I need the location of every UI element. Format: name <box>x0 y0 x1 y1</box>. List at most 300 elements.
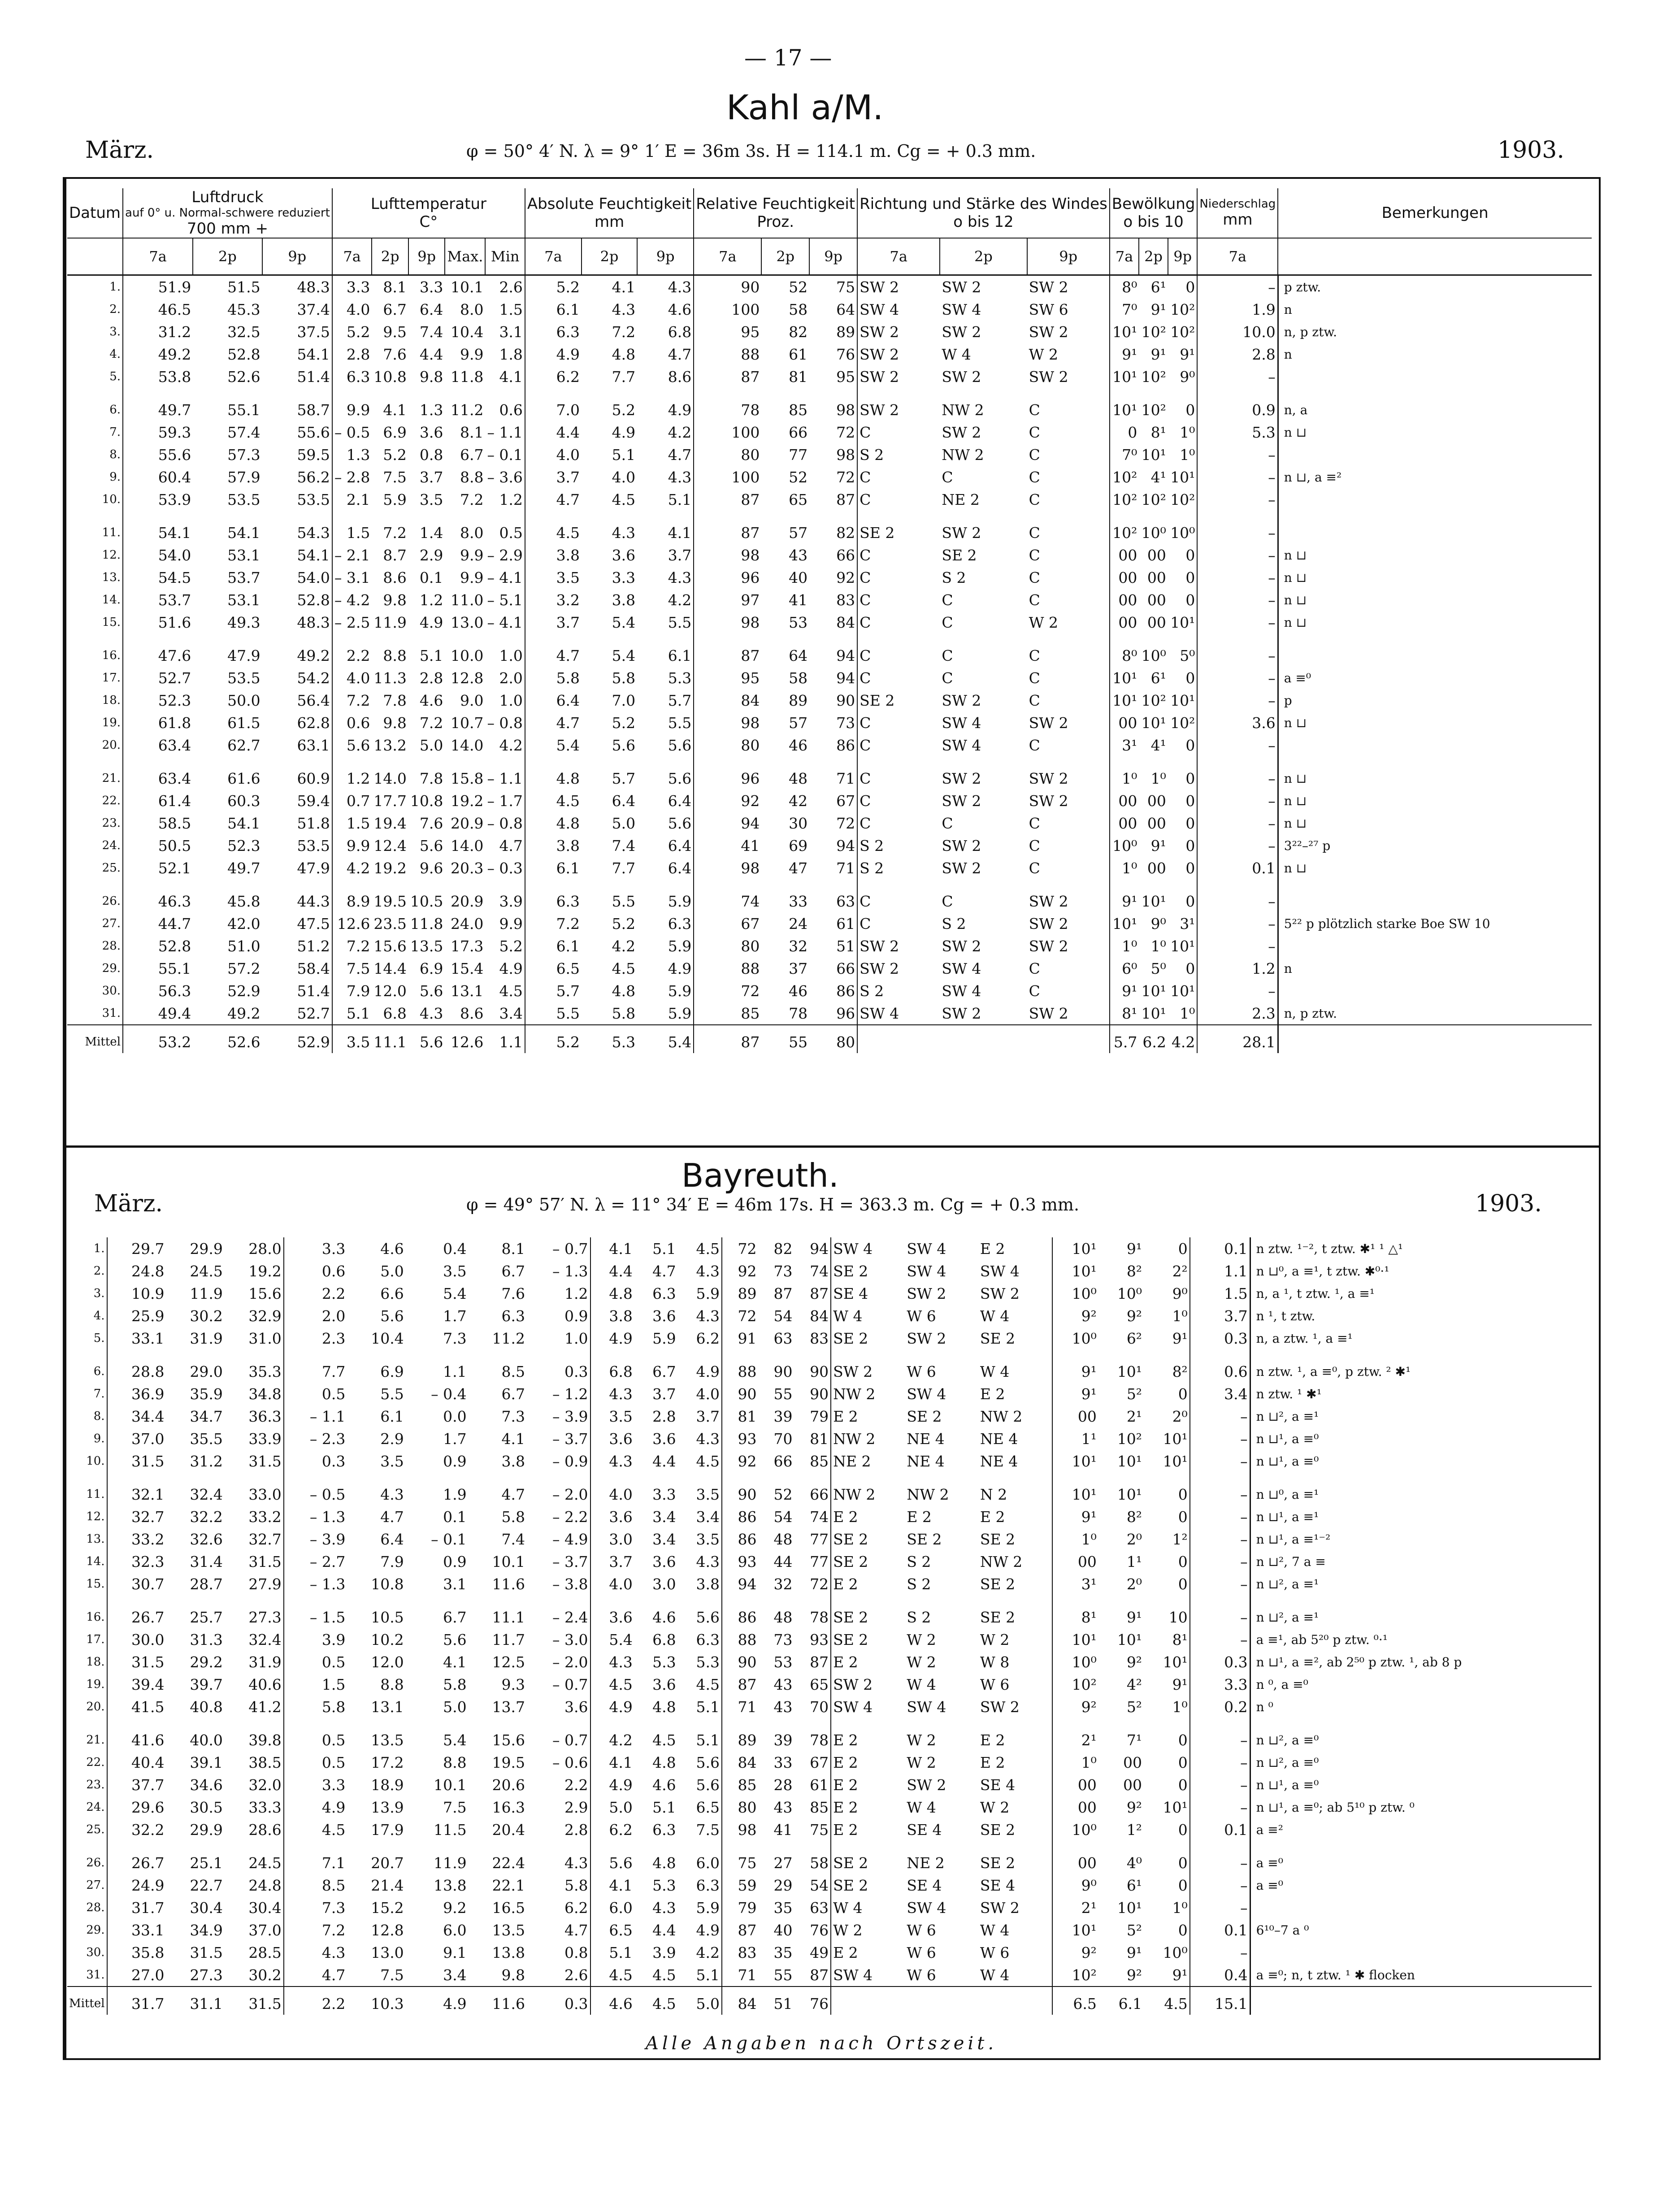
data-cell: 33.0 <box>248 1485 282 1503</box>
data-cell: 6.4 <box>525 689 582 711</box>
data-cell: 59.5 <box>297 446 330 464</box>
data-cell: – <box>1197 980 1278 1002</box>
data-cell: 13.5 <box>492 1921 525 1939</box>
data-cell: 4.6 <box>380 1240 404 1258</box>
data-cell: NE 2 <box>907 1854 945 1872</box>
data-cell: SW 2 <box>857 388 940 421</box>
data-cell: 24.9 <box>107 1874 166 1896</box>
remark-cell: n ⊔ <box>1278 544 1592 566</box>
data-cell: 66 <box>773 1452 793 1470</box>
data-cell: 9¹ <box>1172 1329 1188 1347</box>
data-cell: 4.3 <box>668 468 692 486</box>
data-cell: S 2 <box>907 1553 931 1570</box>
data-cell: 3.4 <box>1190 1383 1250 1405</box>
data-cell: 4.9 <box>590 1696 634 1718</box>
data-cell: – 2.8 <box>332 466 372 488</box>
data-cell: 20.4 <box>492 1821 525 1839</box>
hdr-luftdruck <box>123 188 332 238</box>
data-cell: 0 <box>1185 837 1195 854</box>
data-cell: 8.5 <box>501 1362 525 1380</box>
data-cell: S 2 <box>857 443 940 466</box>
remark-cell: n ⊔¹, a ≡¹ <box>1250 1505 1592 1528</box>
data-cell: 94 <box>810 1240 829 1258</box>
data-cell: NW 2 <box>980 1407 1023 1425</box>
data-cell: SE 2 <box>980 1854 1016 1872</box>
data-cell: 48.3 <box>297 278 330 296</box>
data-cell: 3.7 <box>590 1550 634 1573</box>
data-cell: 4.1 <box>501 1430 525 1448</box>
hdr-rel <box>694 188 857 238</box>
data-cell: W 6 <box>980 1675 1010 1693</box>
remark-cell: n <box>1278 298 1592 321</box>
remark-cell: n ⊔², a ≡⁰ <box>1250 1751 1592 1774</box>
data-cell: 9.8 <box>383 591 407 609</box>
data-cell: – <box>1197 544 1278 566</box>
data-cell: 5.3 <box>668 669 692 687</box>
data-cell: 64 <box>836 300 855 318</box>
data-cell: 0 <box>1178 1921 1188 1939</box>
hdr-luftdruck-unit: 700 mm + <box>187 220 269 238</box>
data-cell: 2.0 <box>499 669 523 687</box>
date-cell: 4. <box>109 347 121 361</box>
data-cell: 4.0 <box>590 1573 634 1595</box>
data-cell: 00 <box>1052 1550 1098 1573</box>
data-cell: 10¹ <box>1052 1919 1098 1941</box>
data-cell: SW 2 <box>942 691 981 709</box>
data-cell: 10¹ <box>1170 982 1195 1000</box>
data-cell: 37.4 <box>297 300 330 318</box>
data-cell: 9.8 <box>383 714 407 732</box>
data-cell: W 4 <box>831 1896 905 1919</box>
data-cell: – 2.3 <box>284 1427 347 1450</box>
date-cell: 16. <box>86 1610 105 1624</box>
data-cell: 10¹ <box>1110 912 1139 935</box>
data-cell: W 4 <box>831 1305 905 1327</box>
data-cell: 4.5 <box>652 1966 676 1984</box>
data-cell: 13.0 <box>450 613 484 631</box>
data-cell: 48 <box>773 1608 793 1626</box>
data-cell: 14.4 <box>373 959 407 977</box>
subcol-4: 2p <box>372 238 408 275</box>
data-cell: 3.3 <box>652 1485 676 1503</box>
data-cell: 36.3 <box>248 1407 282 1425</box>
data-cell: 0 <box>1110 421 1139 443</box>
data-cell: 8.8 <box>383 646 407 664</box>
data-cell: 84 <box>810 1307 829 1325</box>
data-cell: 31.0 <box>248 1329 282 1347</box>
data-cell: – <box>1190 1505 1250 1528</box>
data-cell: 58.7 <box>297 401 330 419</box>
data-cell: 82 <box>836 524 855 542</box>
table-row <box>67 689 1592 711</box>
data-cell: 00 <box>1147 814 1166 832</box>
data-cell: 6.3 <box>525 321 582 343</box>
data-cell: 4.4 <box>652 1921 676 1939</box>
data-cell: 60.3 <box>227 792 260 810</box>
data-cell: 25.9 <box>107 1305 166 1327</box>
data-cell: 5.4 <box>637 1025 694 1053</box>
data-cell: 76 <box>836 345 855 363</box>
data-cell: SE 2 <box>831 1327 905 1349</box>
data-cell: – 0.7 <box>552 1731 588 1749</box>
data-cell: 19.5 <box>373 892 407 910</box>
data-cell: 3.4 <box>696 1508 720 1526</box>
data-cell: SW 2 <box>942 524 981 542</box>
data-cell: 75 <box>836 278 855 296</box>
subcol-8: 7a <box>525 238 582 275</box>
data-cell: 34.9 <box>190 1921 223 1939</box>
data-cell: SW 4 <box>907 1385 946 1403</box>
data-cell: 0 <box>1185 814 1195 832</box>
data-cell: 35.8 <box>107 1941 166 1964</box>
data-cell: 2¹ <box>1052 1896 1098 1919</box>
data-cell: 10² <box>1170 714 1195 732</box>
data-cell: 93 <box>722 1427 759 1450</box>
data-cell: S 2 <box>907 1608 931 1626</box>
data-cell: 8² <box>1126 1508 1142 1526</box>
data-cell: 0 <box>1178 1240 1188 1258</box>
data-cell: 44.3 <box>297 892 330 910</box>
data-cell: – <box>1190 1628 1250 1651</box>
data-cell: 4.8 <box>525 756 582 789</box>
data-cell: 5.6 <box>696 1776 720 1794</box>
data-cell: 4.9 <box>525 343 582 365</box>
data-cell: SW 2 <box>907 1329 946 1347</box>
data-cell: 3.8 <box>525 834 582 857</box>
date-cell: 21. <box>102 772 121 785</box>
data-cell: 6.4 <box>668 837 692 854</box>
data-cell: 6.0 <box>443 1921 467 1939</box>
table-row <box>67 298 1592 321</box>
data-cell: 85 <box>810 1798 829 1816</box>
data-cell: 1.5 <box>332 812 372 834</box>
data-cell: 0.5 <box>284 1651 347 1673</box>
subcol-9: 2p <box>582 238 637 275</box>
data-cell: 57.4 <box>227 423 260 441</box>
data-cell: 90 <box>722 1472 759 1505</box>
data-cell: 2.6 <box>499 278 523 296</box>
data-cell: 5.3 <box>582 1025 637 1053</box>
data-cell: 7.2 <box>612 323 636 341</box>
data-cell: – 2.1 <box>332 544 372 566</box>
hdr-temp-unit: C° <box>419 213 438 231</box>
data-cell: – <box>1197 589 1278 611</box>
data-cell: 4.1 <box>612 278 636 296</box>
data-cell: 0.1 <box>1190 1237 1250 1260</box>
data-cell: 1.3 <box>419 401 443 419</box>
data-cell: 7.2 <box>460 490 484 508</box>
table-row <box>67 667 1592 689</box>
data-cell: 100 <box>694 466 761 488</box>
data-cell: C <box>1029 669 1040 687</box>
data-cell: SW 2 <box>942 323 981 341</box>
data-cell: SE 2 <box>857 689 940 711</box>
hdr-abs-title: Absolute Feuchtigkeit <box>527 195 692 213</box>
data-cell: 84 <box>694 689 761 711</box>
data-cell: 0.5 <box>284 1383 347 1405</box>
data-cell: 6.5 <box>696 1798 720 1816</box>
data-cell: SE 2 <box>831 1550 905 1573</box>
year-kahl: 1903. <box>1498 137 1564 164</box>
data-cell: 53.8 <box>123 365 193 388</box>
data-cell: W 2 <box>907 1731 936 1749</box>
data-cell: 76 <box>794 1986 831 2015</box>
data-cell: 6.7 <box>383 300 407 318</box>
date-cell: 29. <box>86 1923 105 1937</box>
data-cell: 11.6 <box>492 1575 525 1593</box>
data-cell: SW 4 <box>907 1262 946 1280</box>
data-cell: 4.1 <box>590 1237 634 1260</box>
kahl-table <box>67 188 1592 1053</box>
table-row <box>67 912 1592 935</box>
data-cell: 2.2 <box>284 1986 347 2015</box>
data-cell: 9² <box>1052 1305 1098 1327</box>
data-cell: 9² <box>1126 1653 1142 1671</box>
data-cell: 11.2 <box>492 1329 525 1347</box>
data-cell: – <box>1197 275 1278 299</box>
data-cell: 87 <box>694 633 761 667</box>
data-cell: 4.6 <box>652 1608 676 1626</box>
data-cell: NW 2 <box>831 1383 905 1405</box>
data-cell: SW 2 <box>831 1673 905 1696</box>
data-cell: 67 <box>836 792 855 810</box>
data-cell: 46.5 <box>123 298 193 321</box>
data-cell: SE 2 <box>980 1329 1016 1347</box>
data-cell: 72 <box>836 423 855 441</box>
data-cell: – <box>1190 1718 1250 1751</box>
data-cell: 37.5 <box>297 323 330 341</box>
data-cell: 32.1 <box>107 1472 166 1505</box>
data-cell: 29.2 <box>190 1653 223 1671</box>
data-cell: 10² <box>1141 691 1166 709</box>
remark-cell: n ztw. ¹ ✱¹ <box>1250 1383 1592 1405</box>
data-cell: 3.5 <box>443 1262 467 1280</box>
data-cell: 9¹ <box>1110 343 1139 365</box>
data-cell: 14.0 <box>373 769 407 787</box>
date-cell: 15. <box>86 1577 105 1591</box>
data-cell: 10¹ <box>1117 1485 1142 1503</box>
subcol-13: 9p <box>809 238 857 275</box>
data-cell: C <box>942 646 953 664</box>
remark-cell: a ≡² <box>1250 1818 1592 1841</box>
data-cell: 11.0 <box>450 591 484 609</box>
date-cell: 6. <box>93 1365 105 1378</box>
data-cell: C <box>942 468 953 486</box>
data-cell: 7.9 <box>332 980 372 1002</box>
date-cell: 9. <box>109 470 121 484</box>
table-row <box>67 1651 1592 1673</box>
hdr-wind-unit: o bis 12 <box>953 213 1014 231</box>
data-cell: – 0.7 <box>552 1240 588 1258</box>
data-cell: 29.9 <box>190 1821 223 1839</box>
data-cell: 8.0 <box>460 524 484 542</box>
data-cell: 55.6 <box>123 443 193 466</box>
data-cell: 53.5 <box>297 837 330 854</box>
data-cell: 4.2 <box>332 857 372 879</box>
date-cell: 30. <box>102 984 121 998</box>
remark-cell: n ⁰, a ≡⁰ <box>1250 1673 1592 1696</box>
remark-cell: n ⊔², 7 a ≡ <box>1250 1550 1592 1573</box>
remark-cell: n ⊔¹, a ≡⁰ <box>1250 1427 1592 1450</box>
data-cell: 4.1 <box>499 368 523 386</box>
data-cell: – <box>1197 633 1278 667</box>
data-cell: – 0.6 <box>552 1753 588 1771</box>
date-cell: 12. <box>102 548 121 562</box>
data-cell: W 2 <box>907 1753 936 1771</box>
data-cell: 3.5 <box>332 1025 372 1053</box>
data-cell: C <box>857 756 940 789</box>
data-cell: 87 <box>810 1966 829 1984</box>
data-cell: 52.7 <box>123 667 193 689</box>
data-cell: 2.3 <box>284 1327 347 1349</box>
data-cell: – 1.1 <box>284 1405 347 1427</box>
remark-cell <box>1250 1941 1592 1964</box>
data-cell: 6² <box>1126 1329 1142 1347</box>
data-cell: SW 2 <box>907 1776 946 1794</box>
remark-cell <box>1278 1025 1592 1053</box>
data-cell: 3.8 <box>525 544 582 566</box>
data-cell: E 2 <box>980 1385 1005 1403</box>
table-row <box>67 611 1592 633</box>
data-cell: 6.1 <box>525 298 582 321</box>
data-cell: 3.8 <box>590 1305 634 1327</box>
data-cell: 6¹ <box>1150 278 1166 296</box>
data-cell: 1² <box>1172 1530 1188 1548</box>
remark-cell: n, a ¹, t ztw. ¹, a ≡¹ <box>1250 1282 1592 1305</box>
data-cell: 43 <box>773 1698 793 1716</box>
remark-cell: n ⊔ <box>1278 711 1592 734</box>
data-cell: 58.4 <box>297 959 330 977</box>
data-cell: – 0.1 <box>487 446 523 464</box>
table-row <box>67 1841 1592 1874</box>
data-cell: 61.4 <box>123 789 193 812</box>
data-cell: 45.8 <box>227 892 260 910</box>
data-cell: 2.8 <box>1197 343 1278 365</box>
data-cell: C <box>942 591 953 609</box>
data-cell: C <box>1029 982 1040 1000</box>
data-cell: 98 <box>694 544 761 566</box>
data-cell: 10⁰ <box>1163 1943 1188 1961</box>
data-cell: 71 <box>836 859 855 877</box>
data-cell: 72 <box>722 1237 759 1260</box>
data-cell: 7⁰ <box>1110 298 1139 321</box>
data-cell: 10.9 <box>107 1282 166 1305</box>
data-cell: 87 <box>722 1673 759 1696</box>
data-cell: 47.5 <box>297 915 330 933</box>
data-cell: 7.3 <box>284 1896 347 1919</box>
data-cell: 3.8 <box>612 591 636 609</box>
data-cell: 4.7 <box>380 1508 404 1526</box>
data-cell: 35.5 <box>190 1430 223 1448</box>
data-cell: 15.8 <box>450 769 484 787</box>
data-cell: 5.1 <box>696 1731 720 1749</box>
data-cell: 86 <box>722 1595 759 1628</box>
date-cell: 19. <box>86 1678 105 1691</box>
data-cell: SW 2 <box>831 1349 905 1383</box>
data-cell: 7.8 <box>383 691 407 709</box>
table-row <box>67 443 1592 466</box>
data-cell: 0 <box>1178 1731 1188 1749</box>
data-cell: 6.7 <box>501 1385 525 1403</box>
data-cell: 51.6 <box>123 611 193 633</box>
data-cell: 8¹ <box>1172 1631 1188 1648</box>
data-cell: 42 <box>789 792 808 810</box>
data-cell: 13.9 <box>371 1798 404 1816</box>
data-cell: – 2.4 <box>552 1608 588 1626</box>
data-cell: 11.2 <box>450 401 484 419</box>
data-cell: 47 <box>789 859 808 877</box>
data-cell: 9.9 <box>332 834 372 857</box>
data-cell: S 2 <box>857 857 940 879</box>
data-cell: 8² <box>1126 1262 1142 1280</box>
data-cell: 31.3 <box>190 1631 223 1648</box>
data-cell: 25.7 <box>190 1608 223 1626</box>
remark-cell: n ⊔², a ≡⁰ <box>1250 1718 1592 1751</box>
data-cell: 5.9 <box>668 982 692 1000</box>
data-cell: 5.6 <box>668 769 692 787</box>
data-cell: 30.4 <box>248 1899 282 1917</box>
data-cell: 5.3 <box>652 1653 676 1671</box>
remark-cell: n ⊔ <box>1278 857 1592 879</box>
data-cell: 3.5 <box>590 1405 634 1427</box>
data-cell: 4.0 <box>696 1385 720 1403</box>
table-row <box>67 1919 1592 1941</box>
data-cell: 8.1 <box>501 1240 525 1258</box>
data-cell: 00 <box>1052 1841 1098 1874</box>
hdr-luftdruck-sub: auf 0° u. Normal-schwere reduziert <box>125 206 330 220</box>
data-cell: 3.0 <box>590 1528 634 1550</box>
data-cell: 29 <box>773 1876 793 1894</box>
data-cell: 4.3 <box>590 1383 634 1405</box>
data-cell: 53.7 <box>123 589 193 611</box>
data-cell: – 2.5 <box>332 611 372 633</box>
data-cell: 71 <box>836 769 855 787</box>
data-cell: 4.9 <box>612 423 636 441</box>
data-cell: 3.4 <box>443 1966 467 1984</box>
data-cell: 73 <box>773 1631 793 1648</box>
data-cell: 5.4 <box>612 646 636 664</box>
data-cell: 54.0 <box>123 544 193 566</box>
hdr-bew <box>1110 188 1198 238</box>
coords-kahl: φ = 50° 4′ N. λ = 9° 1′ E = 36m 3s. H = 114.1 m. Cg = + 0.3 mm. <box>466 141 1036 161</box>
data-cell: 63 <box>810 1899 829 1917</box>
data-cell: 5.0 <box>678 1986 722 2015</box>
data-cell: 93 <box>810 1631 829 1648</box>
data-cell: W 2 <box>1029 345 1058 363</box>
data-cell: 2.3 <box>1197 1002 1278 1025</box>
data-cell: C <box>857 789 940 812</box>
data-cell: SW 4 <box>831 1237 905 1260</box>
date-cell: 21. <box>86 1733 105 1747</box>
remark-cell: n, a ztw. ¹, a ≡¹ <box>1250 1327 1592 1349</box>
data-cell: 73 <box>773 1262 793 1280</box>
data-cell: 26.7 <box>107 1595 166 1628</box>
subcol-16: 9p <box>1027 238 1110 275</box>
data-cell: 24.8 <box>248 1876 282 1894</box>
data-cell: 6.9 <box>383 423 407 441</box>
data-cell: SE 4 <box>980 1776 1016 1794</box>
data-cell: 5.8 <box>612 669 636 687</box>
data-cell: 13.8 <box>434 1876 467 1894</box>
data-cell: 00 <box>1110 589 1139 611</box>
remark-cell: a ≡⁰ <box>1278 667 1592 689</box>
remark-cell: 3²²–²⁷ p <box>1278 834 1592 857</box>
table-row <box>67 1505 1592 1528</box>
date-cell: 15. <box>102 616 121 629</box>
data-cell: 0.2 <box>1190 1696 1250 1718</box>
data-cell: 19.2 <box>248 1262 282 1280</box>
data-cell: 60.4 <box>123 466 193 488</box>
